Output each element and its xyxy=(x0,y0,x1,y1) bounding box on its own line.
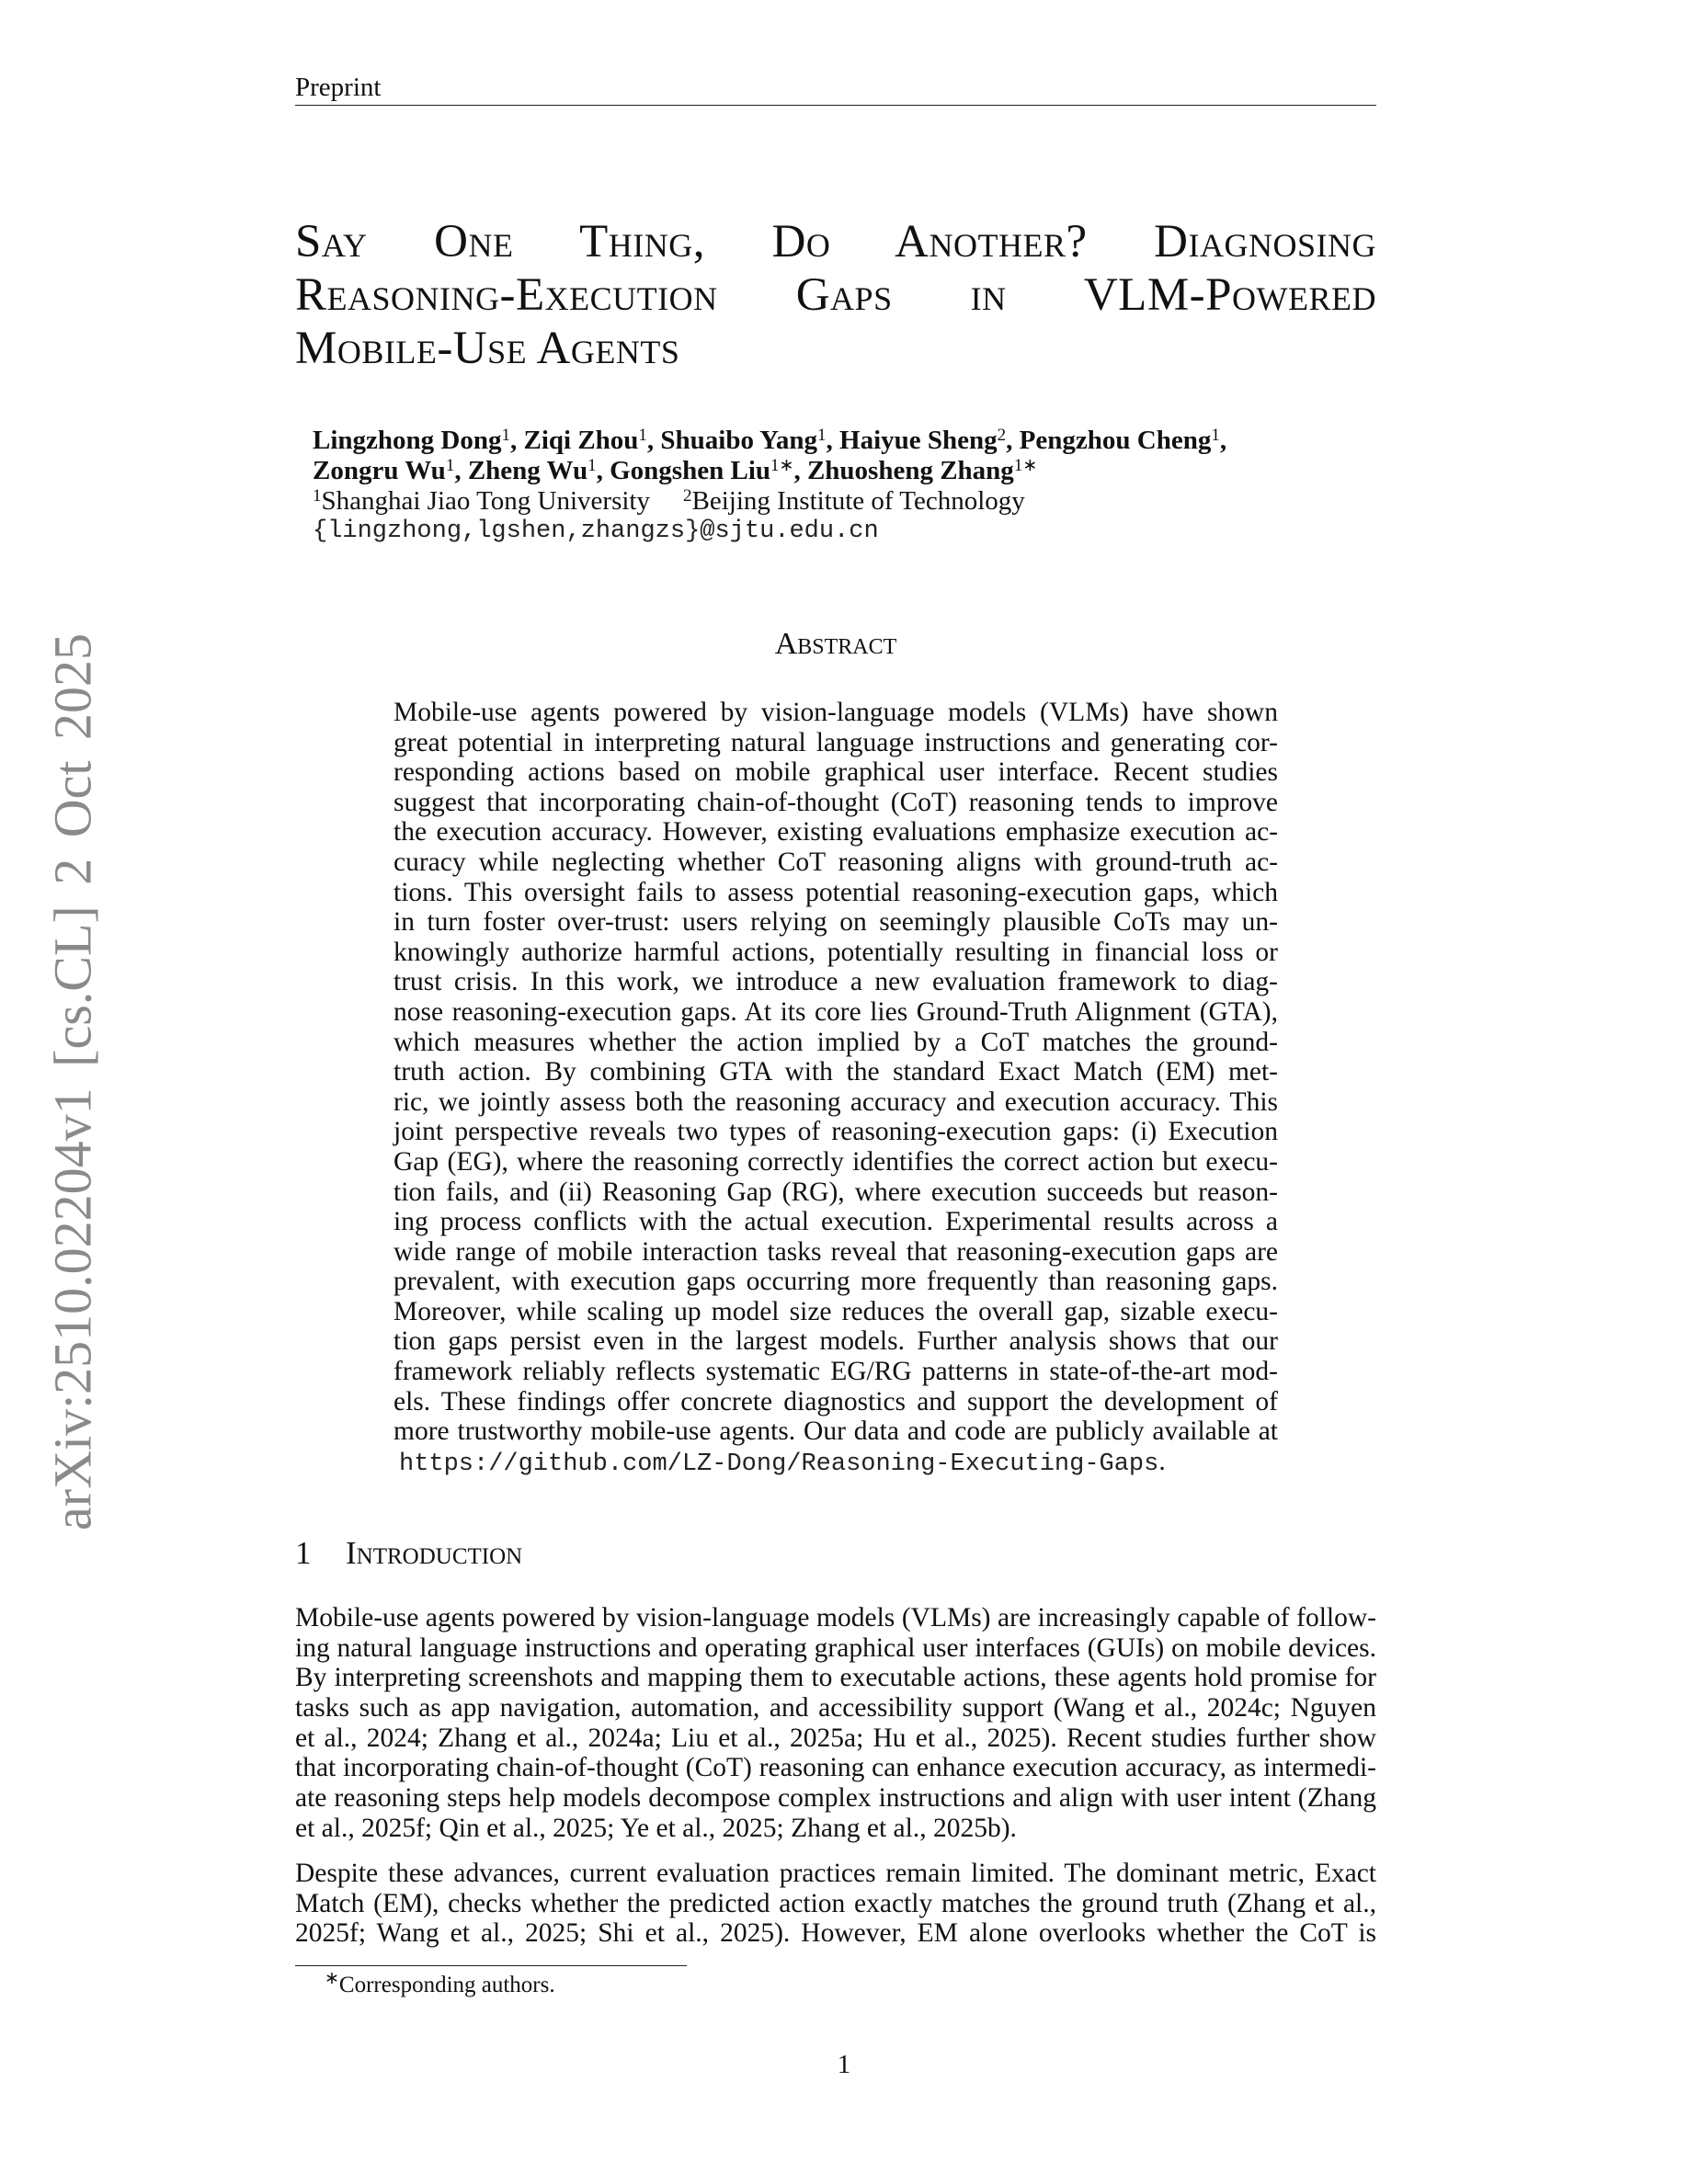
paragraph-line: ate reasoning steps help models decompose complex instructions and align with user intent (Zhang xyxy=(295,1783,1376,1814)
paragraph-line: Despite these advances, current evaluation practices remain limited. The dominant metric, Exact xyxy=(295,1859,1376,1888)
footnote xyxy=(325,1969,555,1998)
author-name xyxy=(610,456,807,485)
abstract-line: knowingly authorize harmful actions, potentially resulting in financial loss or xyxy=(393,937,1278,967)
author-name-text: Zheng Wu xyxy=(467,456,588,485)
section-heading-introduction xyxy=(295,1535,522,1572)
author-email[interactable]: {lingzhong,lgshen,zhangzs}@sjtu.edu.cn xyxy=(313,518,879,545)
author-name-text: Gongshen Liu xyxy=(610,456,771,485)
paragraph-line: et al., 2025f; Qin et al., 2025; Ye et al., 2025; Zhang et al., 2025b). xyxy=(295,1813,1017,1843)
affiliations xyxy=(313,486,1379,517)
page-number: 1 xyxy=(837,2050,851,2079)
author-name xyxy=(468,456,610,485)
abstract-line: joint perspective reveals two types of reasoning-execution gaps: (i) Execution xyxy=(393,1117,1278,1147)
author-name xyxy=(1020,426,1226,455)
abstract-line: suggest that incorporating chain-of-thought (CoT) reasoning tends to improve xyxy=(393,787,1278,817)
paragraph-line: 2025f; Wang et al., 2025; Shi et al., 2025). However, EM alone overlooks whether the CoT is xyxy=(295,1918,1376,1949)
author-name-text: Pengzhou Cheng xyxy=(1019,426,1212,455)
paragraph-line: ing natural language instructions and operating graphical user interfaces (GUIs) on mobile devices. xyxy=(295,1632,1376,1663)
abstract-line: prevalent, with execution gaps occurring more frequently than reasoning gaps. xyxy=(393,1267,1278,1297)
footnote-rule xyxy=(295,1965,687,1966)
author-name-text: Zhuosheng Zhang xyxy=(806,456,1014,485)
author-affiliation-marker: 1∗ xyxy=(770,456,794,475)
affiliation: Shanghai Jiao Tong University xyxy=(321,486,650,516)
title-line: Reasoning-Execution Gaps in VLM-Powered xyxy=(295,269,1376,321)
abstract-line: truth action. By combining GTA with the standard Exact Match (EM) met- xyxy=(393,1057,1278,1087)
author-name-text: Zongru Wu xyxy=(313,456,446,485)
paragraph-line: tasks such as app navigation, automation, and accessibility support (Wang et al., 2024c; Nguyen xyxy=(295,1693,1376,1723)
paragraph-line: Mobile-use agents powered by vision-language models (VLMs) are increasingly capable of follow- xyxy=(295,1603,1376,1632)
paper-title xyxy=(295,215,1376,375)
abstract-line: in turn foster over-trust: users relying on seemingly plausible CoTs may un- xyxy=(393,907,1278,938)
abstract-line: wide range of mobile interaction tasks reveal that reasoning-execution gaps are xyxy=(393,1236,1278,1267)
abstract-line: nose reasoning-execution gaps. At its core lies Ground-Truth Alignment (GTA), xyxy=(393,996,1278,1027)
abstract-line: tion fails, and (ii) Reasoning Gap (RG), where execution succeeds but reason- xyxy=(393,1177,1278,1207)
author-name xyxy=(313,456,468,485)
paragraph-line: Match (EM), checks whether the predicted action exactly matches the ground truth (Zhang et al., xyxy=(295,1888,1376,1918)
footnote-text: Corresponding authors. xyxy=(338,1973,555,1997)
author-name-text: Shuaibo Yang xyxy=(660,426,818,455)
abstract-line: Moreover, while scaling up model size reduces the overall gap, sizable execu- xyxy=(393,1296,1278,1326)
abstract-line: great potential in interpreting natural language instructions and generating cor- xyxy=(393,727,1278,757)
paragraph-line: By interpreting screenshots and mapping them to executable actions, these agents hold promise for xyxy=(295,1663,1376,1693)
abstract-line: curacy while neglecting whether CoT reasoning aligns with ground-truth ac- xyxy=(393,847,1278,877)
abstract-heading: Abstract xyxy=(774,627,897,661)
author-name xyxy=(807,456,1037,485)
footnote-mark: ∗ xyxy=(325,1969,339,1988)
abstract-line: which measures whether the action implied by a CoT matches the ground- xyxy=(393,1027,1278,1057)
abstract-line: els. These findings offer concrete diagnostics and support the development of xyxy=(393,1386,1278,1416)
abstract-line xyxy=(393,1447,1278,1477)
author-affiliation-marker: 1 xyxy=(501,426,510,445)
author-name xyxy=(660,426,839,455)
author-name-text: Haiyue Sheng xyxy=(839,426,998,455)
author-block xyxy=(313,426,1379,547)
author-affiliation-marker: 1 xyxy=(817,426,827,445)
author-affiliation-marker: 1 xyxy=(638,426,647,445)
arxiv-identifier: arXiv:2510.02204v1 [cs.CL] 2 Oct 2025 xyxy=(42,633,103,1530)
author-name-text: Ziqi Zhou xyxy=(523,426,639,455)
abstract-line: ing process conflicts with the actual execution. Experimental results across a xyxy=(393,1207,1278,1237)
author-name xyxy=(839,426,1020,455)
affiliation-marker: 1 xyxy=(313,486,322,506)
abstract-line: framework reliably reflects systematic EG/RG patterns in state-of-the-art mod- xyxy=(393,1357,1278,1387)
author-name-text: Lingzhong Dong xyxy=(313,426,502,455)
author-line xyxy=(313,426,1379,456)
abstract-line: more trustworthy mobile-use agents. Our data and code are publicly available at xyxy=(393,1416,1278,1447)
intro-paragraph xyxy=(295,1859,1376,1949)
abstract-line: ric, we jointly assess both the reasoning accuracy and execution accuracy. This xyxy=(393,1086,1278,1117)
paragraph-line: that incorporating chain-of-thought (CoT) reasoning can enhance execution accuracy, as intermedi- xyxy=(295,1753,1376,1783)
author-affiliation-marker: 1 xyxy=(587,456,597,475)
author-affiliation-marker: 1 xyxy=(445,456,455,475)
abstract-line: trust crisis. In this work, we introduce a new evaluation framework to diag- xyxy=(393,967,1278,997)
code-link[interactable]: https://github.com/LZ-Dong/Reasoning-Executing-Gaps xyxy=(399,1450,1159,1478)
author-affiliation-marker: 2 xyxy=(997,426,1007,445)
title-line: Say One Thing, Do Another? Diagnosing xyxy=(295,216,1376,267)
punctuation: . xyxy=(1158,1446,1166,1476)
paragraph-line: et al., 2024; Zhang et al., 2024a; Liu et al., 2025a; Hu et al., 2025). Recent studies further show xyxy=(295,1723,1376,1753)
author-name xyxy=(313,426,523,455)
abstract-line: tions. This oversight fails to assess potential reasoning-execution gaps, which xyxy=(393,877,1278,907)
section-number: 1 xyxy=(295,1535,312,1571)
affiliation: Beijing Institute of Technology xyxy=(691,486,1025,516)
author-affiliation-marker: 1∗ xyxy=(1013,456,1038,475)
running-header: Preprint xyxy=(295,72,1376,106)
abstract-line: Mobile-use agents powered by vision-language models (VLMs) have shown xyxy=(393,698,1278,727)
intro-paragraph xyxy=(295,1603,1376,1844)
author-name xyxy=(523,426,660,455)
abstract-line: responding actions based on mobile graphical user interface. Recent studies xyxy=(393,757,1278,788)
section-title: Introduction xyxy=(346,1535,523,1571)
affiliation-marker: 2 xyxy=(683,486,692,506)
author-line xyxy=(313,456,1379,486)
abstract-line: the execution accuracy. However, existing evaluations emphasize execution ac- xyxy=(393,817,1278,847)
abstract-line: Gap (EG), where the reasoning correctly identifies the correct action but execu- xyxy=(393,1146,1278,1177)
author-affiliation-marker: 1 xyxy=(1211,426,1220,445)
abstract-line: tion gaps persist even in the largest models. Further analysis shows that our xyxy=(393,1326,1278,1357)
abstract-body xyxy=(393,698,1278,1476)
title-line: Mobile-Use Agents xyxy=(295,323,680,374)
